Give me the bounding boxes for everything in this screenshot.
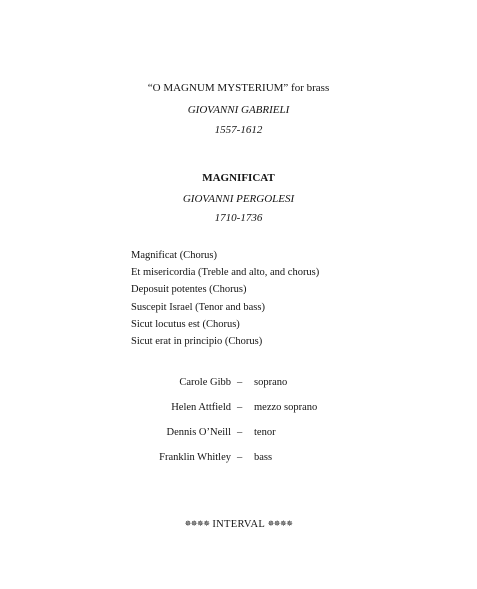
movement-item: Sicut locutus est (Chorus) [131, 318, 240, 330]
soloist-role: soprano [254, 377, 288, 388]
soloist-role: mezzo soprano [254, 402, 318, 413]
interval-label: INTERVAL [212, 519, 265, 530]
movement-list [131, 247, 319, 350]
movement-item: Sicut erat in principio (Chorus) [131, 336, 263, 348]
soloist-dash: – [237, 402, 243, 413]
star-icon: ✵✵✵✵ [267, 519, 293, 528]
movement-item: Deposuit potentes (Chorus) [131, 284, 247, 296]
soloist-name: Helen Attfield [171, 402, 231, 413]
soloist-row [0, 452, 477, 477]
piece1-title: “O MAGNUM MYSTERIUM” for brass [147, 82, 330, 94]
star-icon: ✵✵✵✵ [184, 519, 210, 528]
soloist-row [0, 402, 477, 427]
soloist-dash: – [237, 377, 243, 388]
movement-item: Et misericordia (Treble and alto, and chorus) [131, 267, 320, 279]
soloist-name: Dennis O’Neill [166, 427, 231, 438]
piece1-dates: 1557-1612 [214, 124, 263, 136]
soloist-role: bass [254, 452, 273, 463]
piece1-composer: GIOVANNI GABRIELI [187, 104, 290, 116]
piece2-title: MAGNIFICAT [202, 172, 275, 184]
soloist-list [0, 377, 477, 477]
movement-item: Suscepit Israel (Tenor and bass) [131, 301, 265, 313]
movement-item: Magnificat (Chorus) [131, 250, 218, 261]
soloist-dash: – [237, 427, 243, 438]
piece2-dates: 1710-1736 [214, 212, 263, 224]
soloist-name: Franklin Whitley [159, 452, 231, 463]
soloist-row [0, 427, 477, 452]
soloist-role: tenor [254, 427, 276, 438]
interval-line [0, 519, 477, 530]
soloist-name: Carole Gibb [179, 377, 231, 388]
piece2-composer: GIOVANNI PERGOLESI [182, 193, 295, 205]
soloist-row [0, 377, 477, 402]
soloist-dash: – [237, 452, 243, 463]
